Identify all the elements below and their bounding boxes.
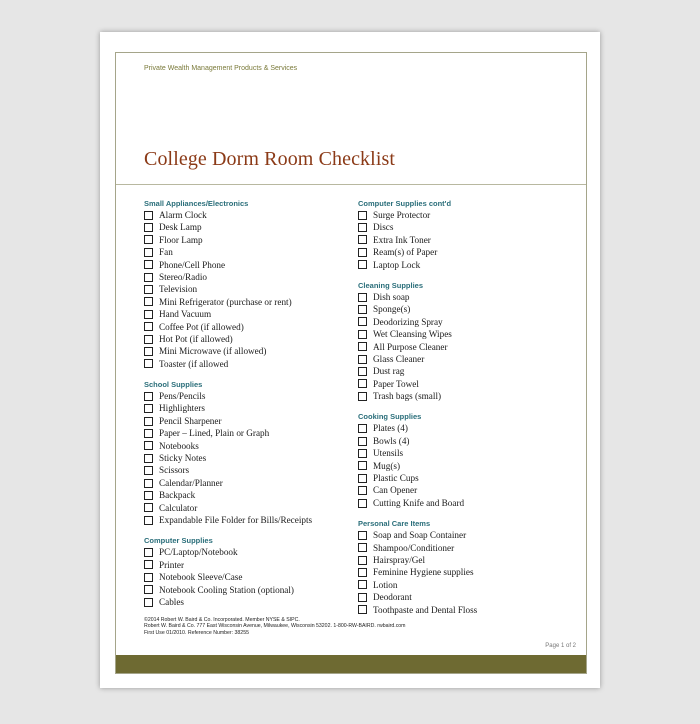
checklist-item-label: Backpack (159, 490, 196, 501)
checklist-item-label: Ream(s) of Paper (373, 247, 438, 258)
checklist-item (358, 365, 578, 377)
checklist-item-label: Notebook Sleeve/Case (159, 572, 243, 583)
checklist-item-label: Sticky Notes (159, 453, 207, 464)
checklist-item-label: Desk Lamp (159, 222, 202, 233)
checklist-item (144, 221, 354, 233)
checklist-item (358, 460, 578, 472)
checkbox[interactable] (358, 556, 367, 565)
checklist-item-label: Fan (159, 247, 173, 258)
checklist-item (358, 234, 578, 246)
checklist-item (358, 353, 578, 365)
checklist-section (358, 281, 578, 403)
checklist-item-label: Dish soap (373, 291, 410, 302)
title-divider (116, 184, 586, 185)
checklist-item-label: Cutting Knife and Board (373, 497, 465, 508)
checkbox[interactable] (144, 548, 153, 557)
checkbox[interactable] (144, 359, 153, 368)
checklist-item (144, 271, 354, 283)
footer (144, 617, 406, 636)
checklist-item (358, 422, 578, 434)
checklist-item (358, 529, 578, 541)
checklist-item-label: Discs (373, 222, 394, 233)
checkbox[interactable] (358, 499, 367, 508)
checklist-item (358, 472, 578, 484)
checkbox[interactable] (358, 449, 367, 458)
checklist-section (358, 199, 578, 271)
checkbox[interactable] (358, 392, 367, 401)
checklist-item (358, 390, 578, 402)
checklist-item (358, 447, 578, 459)
header-label: Private Wealth Management Products & Services (144, 65, 298, 72)
checkbox[interactable] (144, 454, 153, 463)
checklist-item-label: Hairspray/Gel (373, 554, 426, 565)
section-title: Small Appliances/Electronics (144, 199, 249, 208)
checklist-item (144, 546, 354, 558)
checkbox[interactable] (144, 404, 153, 413)
checklist-item-label: Calculator (159, 502, 198, 513)
checklist-item (144, 559, 354, 571)
checklist-item-label: Paper Towel (373, 378, 419, 389)
checkbox[interactable] (144, 347, 153, 356)
checklist-item (144, 477, 354, 489)
footer-bar (116, 655, 586, 673)
checklist-item (144, 452, 354, 464)
checklist-item (144, 321, 354, 333)
checklist-item (144, 514, 354, 526)
checkbox[interactable] (144, 297, 153, 306)
checklist-item (144, 402, 354, 414)
section-title: Cleaning Supplies (358, 280, 424, 290)
footer-reference: First Use 01/2010. Reference Number: 38255 (144, 629, 249, 636)
footer-address: Robert W. Baird & Co. 777 East Wisconsin Avenue, Milwaukee, Wisconsin 53202. 1-800-RW-BAIRD. rwbaird.com (144, 623, 406, 630)
checklist-item-label: Glass Cleaner (373, 353, 425, 364)
section-title: Cooking Supplies (358, 412, 422, 422)
checklist-item (144, 440, 354, 452)
checkbox[interactable] (358, 474, 367, 483)
checkbox[interactable] (358, 605, 367, 614)
checkbox[interactable] (358, 211, 367, 220)
checkbox[interactable] (358, 593, 367, 602)
checklist-item-label: Stereo/Radio (159, 271, 207, 282)
checklist-item (358, 303, 578, 315)
checklist-item (144, 358, 354, 370)
checklist-item-label: Trash bags (small) (373, 391, 442, 402)
checklist-item-label: Calendar/Planner (159, 477, 223, 488)
checkbox[interactable] (144, 235, 153, 244)
checkbox[interactable] (358, 260, 367, 269)
section-title: Computer Supplies cont'd (358, 199, 452, 208)
checklist-item-label: Deodorant (373, 592, 412, 603)
checklist-item-label: Plates (4) (373, 423, 408, 434)
page-number: Page 1 of 2 (545, 643, 576, 649)
checklist-item (358, 604, 578, 616)
checklist-item (358, 554, 578, 566)
checklist-item-label: Laptop Lock (373, 259, 421, 270)
checkbox[interactable] (144, 560, 153, 569)
checklist-item-label: Notebook Cooling Station (optional) (159, 584, 294, 595)
checkbox[interactable] (358, 305, 367, 314)
checklist-item (358, 579, 578, 591)
checklist-item-label: Plastic Cups (373, 473, 419, 484)
checklist-item (358, 291, 578, 303)
checklist-item-label: Extra Ink Toner (373, 234, 431, 245)
checkbox[interactable] (358, 330, 367, 339)
checklist-item-label: Printer (159, 559, 185, 570)
page-title: College Dorm Room Checklist (144, 148, 396, 170)
checklist-item-label: Feminine Hygiene supplies (373, 567, 474, 578)
checklist-section (358, 519, 578, 616)
checkbox[interactable] (144, 223, 153, 232)
checklist-item-label: Hot Pot (if allowed) (159, 333, 233, 344)
checklist-item (358, 591, 578, 603)
checklist-item-label: Scissors (159, 465, 190, 476)
checklist-item (144, 584, 354, 596)
checklist-item (144, 390, 354, 402)
checklist-item-label: Coffee Pot (if allowed) (159, 321, 244, 332)
checklist-item (358, 566, 578, 578)
checklist-item (144, 345, 354, 357)
footer-copyright: ©2014 Robert W. Baird & Co. Incorporated. Member NYSE & SIPC. (144, 617, 300, 623)
checklist-item-label: Shampoo/Conditioner (373, 542, 455, 553)
checklist-item (358, 221, 578, 233)
checklist-item (144, 502, 354, 514)
checklist-item (358, 316, 578, 328)
checkbox[interactable] (144, 310, 153, 319)
checkbox[interactable] (358, 580, 367, 589)
checklist-section (144, 536, 354, 608)
checklist-item (144, 427, 354, 439)
checkbox[interactable] (358, 568, 367, 577)
checklist-item-label: Mini Refrigerator (purchase or rent) (159, 296, 292, 307)
checklist-item (144, 464, 354, 476)
checkbox[interactable] (358, 531, 367, 540)
checkbox[interactable] (358, 342, 367, 351)
checklist-item-label: Phone/Cell Phone (159, 259, 226, 270)
checklist-item (358, 497, 578, 509)
checklist-item-label: Expandable File Folder for Bills/Receipts (159, 514, 313, 525)
checkbox[interactable] (144, 441, 153, 450)
checklist-item (358, 378, 578, 390)
checkbox[interactable] (358, 223, 367, 232)
checklist-item-label: Surge Protector (373, 210, 431, 220)
checklist-item-label: Utensils (373, 448, 404, 459)
checklist-item (144, 308, 354, 320)
checklist-item-label: Television (159, 284, 198, 295)
checkbox[interactable] (144, 417, 153, 426)
checklist-item (358, 341, 578, 353)
checklist-item-label: Highlighters (159, 403, 205, 414)
checklist-item-label: Pens/Pencils (159, 391, 206, 402)
checklist-item (358, 246, 578, 258)
checkbox[interactable] (144, 429, 153, 438)
checklist-item-label: Floor Lamp (159, 234, 203, 245)
checklist-item (358, 484, 578, 496)
checklist-section (144, 199, 354, 370)
checklist-section (144, 380, 354, 526)
checklist-item-label: Bowls (4) (373, 435, 410, 446)
document-page (100, 32, 600, 688)
section-title: Computer Supplies (144, 536, 213, 546)
page-frame (115, 52, 587, 674)
checklist-item-label: Sponge(s) (373, 304, 411, 315)
checkbox[interactable] (358, 355, 367, 364)
checkbox[interactable] (144, 392, 153, 401)
checklist-item (144, 333, 354, 345)
checklist-item-label: Mini Microwave (if allowed) (159, 346, 267, 357)
checkbox[interactable] (144, 598, 153, 607)
checklist-item-label: Lotion (373, 579, 398, 590)
checklist-item-label: All Purpose Cleaner (373, 341, 448, 352)
checkbox[interactable] (144, 285, 153, 294)
checkbox[interactable] (358, 379, 367, 388)
checklist-item (358, 209, 578, 221)
checklist-item (144, 489, 354, 501)
checklist-item-label: Toothpaste and Dental Floss (373, 604, 478, 615)
checkbox[interactable] (358, 543, 367, 552)
checkbox[interactable] (144, 248, 153, 257)
checkbox[interactable] (144, 491, 153, 500)
checklist-item-label: Soap and Soap Container (373, 530, 467, 541)
checklist-item (358, 542, 578, 554)
checkbox[interactable] (358, 293, 367, 302)
checklist-item (358, 259, 578, 271)
checkbox[interactable] (144, 503, 153, 512)
checklist-item-label: Toaster (if allowed (159, 358, 229, 369)
checkbox[interactable] (358, 367, 367, 376)
checklist-item-label: Alarm Clock (159, 210, 207, 220)
checklist-item-label: Cables (159, 596, 185, 607)
checklist-item-label: Notebooks (159, 440, 199, 451)
checkbox[interactable] (144, 322, 153, 331)
checkbox[interactable] (358, 248, 367, 257)
checklist-item-label: Dust rag (373, 366, 405, 377)
left-column (144, 199, 354, 618)
checklist-item (144, 283, 354, 295)
checklist-item (358, 435, 578, 447)
checklist-item-label: Mug(s) (373, 460, 401, 471)
checklist-item-label: Paper – Lined, Plain or Graph (159, 428, 270, 439)
checkbox[interactable] (144, 466, 153, 475)
checklist-item-label: Deodorizing Spray (373, 316, 443, 327)
checkbox[interactable] (358, 235, 367, 244)
checkbox[interactable] (144, 585, 153, 594)
checklist-item-label: PC/Laptop/Notebook (159, 547, 238, 558)
checkbox[interactable] (144, 273, 153, 282)
checkbox[interactable] (358, 437, 367, 446)
checklist-item-label: Pencil Sharpener (159, 415, 222, 426)
checklist-item-label: Wet Cleansing Wipes (373, 329, 452, 340)
checklist-item (144, 571, 354, 583)
checklist-item (144, 209, 354, 221)
checklist-item (144, 296, 354, 308)
checkbox[interactable] (144, 516, 153, 525)
checklist-item (144, 596, 354, 608)
checkbox[interactable] (144, 211, 153, 220)
checklist-item (144, 234, 354, 246)
right-column (358, 199, 578, 626)
checkbox[interactable] (144, 335, 153, 344)
checklist-item (144, 246, 354, 258)
section-title: School Supplies (144, 380, 203, 390)
checkbox[interactable] (358, 486, 367, 495)
checkbox[interactable] (358, 461, 367, 470)
checklist-item (144, 415, 354, 427)
checklist-item (144, 259, 354, 271)
checkbox[interactable] (358, 317, 367, 326)
checklist-item-label: Can Opener (373, 485, 418, 496)
checkbox[interactable] (358, 424, 367, 433)
section-title: Personal Care Items (358, 519, 431, 529)
checklist-item-label: Hand Vacuum (159, 309, 212, 320)
checkbox[interactable] (144, 260, 153, 269)
checkbox[interactable] (144, 573, 153, 582)
checklist-item (358, 328, 578, 340)
checklist-section (358, 412, 578, 509)
checkbox[interactable] (144, 479, 153, 488)
